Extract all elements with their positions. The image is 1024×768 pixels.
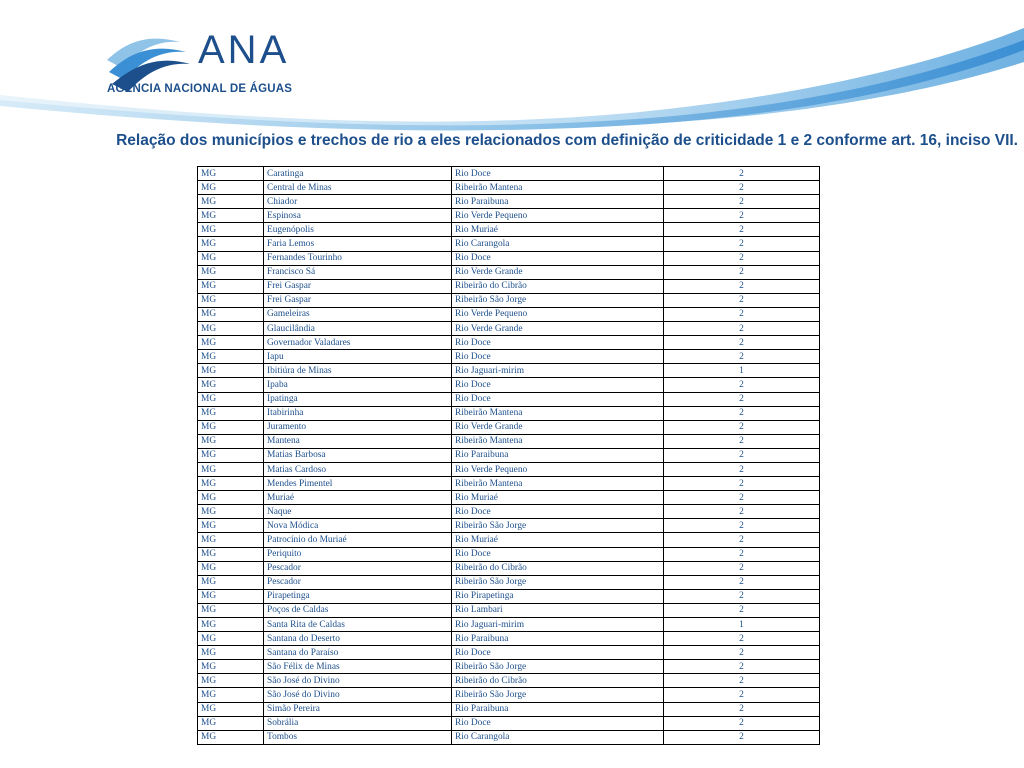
cell-rio: Rio Paraibuna xyxy=(452,195,664,209)
table-row xyxy=(198,237,820,251)
cell-criticidade: 2 xyxy=(664,477,820,491)
table-row xyxy=(198,632,820,646)
cell-criticidade: 2 xyxy=(664,702,820,716)
cell-criticidade: 1 xyxy=(664,364,820,378)
table-row xyxy=(198,660,820,674)
cell-uf: MG xyxy=(198,477,264,491)
table-row xyxy=(198,533,820,547)
table-row xyxy=(198,462,820,476)
cell-rio: Ribeirão São Jorge xyxy=(452,688,664,702)
cell-rio: Ribeirão São Jorge xyxy=(452,660,664,674)
cell-criticidade: 2 xyxy=(664,730,820,744)
cell-rio: Rio Doce xyxy=(452,378,664,392)
cell-municipio: Santa Rita de Caldas xyxy=(264,618,452,632)
cell-uf: MG xyxy=(198,307,264,321)
table-row xyxy=(198,575,820,589)
cell-rio: Rio Doce xyxy=(452,350,664,364)
cell-rio: Rio Verde Pequeno xyxy=(452,307,664,321)
cell-criticidade: 2 xyxy=(664,561,820,575)
logo-subtitle: AGÊNCIA NACIONAL DE ÁGUAS xyxy=(107,83,293,95)
cell-municipio: Naque xyxy=(264,505,452,519)
cell-rio: Ribeirão Mantena xyxy=(452,406,664,420)
cell-municipio: Muriaé xyxy=(264,491,452,505)
cell-uf: MG xyxy=(198,561,264,575)
table-row xyxy=(198,674,820,688)
cell-uf: MG xyxy=(198,519,264,533)
cell-rio: Ribeirão Mantena xyxy=(452,181,664,195)
cell-criticidade: 2 xyxy=(664,688,820,702)
cell-municipio: Mendes Pimentel xyxy=(264,477,452,491)
cell-municipio: Governador Valadares xyxy=(264,336,452,350)
cell-criticidade: 2 xyxy=(664,336,820,350)
cell-municipio: Frei Gaspar xyxy=(264,293,452,307)
cell-rio: Rio Lambari xyxy=(452,603,664,617)
table-row xyxy=(198,364,820,378)
cell-rio: Rio Verde Grande xyxy=(452,420,664,434)
cell-criticidade: 2 xyxy=(664,533,820,547)
cell-municipio: Ipaba xyxy=(264,378,452,392)
cell-criticidade: 2 xyxy=(664,448,820,462)
cell-rio: Rio Pirapetinga xyxy=(452,589,664,603)
cell-rio: Rio Paraibuna xyxy=(452,632,664,646)
cell-rio: Rio Doce xyxy=(452,716,664,730)
cell-criticidade: 2 xyxy=(664,350,820,364)
cell-uf: MG xyxy=(198,674,264,688)
cell-uf: MG xyxy=(198,462,264,476)
cell-rio: Rio Verde Pequeno xyxy=(452,462,664,476)
cell-rio: Rio Doce xyxy=(452,251,664,265)
cell-uf: MG xyxy=(198,265,264,279)
cell-uf: MG xyxy=(198,618,264,632)
cell-municipio: Central de Minas xyxy=(264,181,452,195)
table-row xyxy=(198,688,820,702)
table-row xyxy=(198,392,820,406)
cell-municipio: Glaucilândia xyxy=(264,322,452,336)
cell-criticidade: 2 xyxy=(664,462,820,476)
table-row xyxy=(198,434,820,448)
cell-uf: MG xyxy=(198,167,264,181)
cell-municipio: Faria Lemos xyxy=(264,237,452,251)
cell-rio: Ribeirão do Cibrão xyxy=(452,561,664,575)
cell-criticidade: 2 xyxy=(664,209,820,223)
table-row xyxy=(198,420,820,434)
cell-uf: MG xyxy=(198,223,264,237)
table-row xyxy=(198,223,820,237)
page-title: Relação dos municípios e trechos de rio a eles relacionados com definição de criticidade 1 e 2 conforme art. 16, inciso VII. xyxy=(116,132,1018,149)
cell-municipio: Fernandes Tourinho xyxy=(264,251,452,265)
cell-criticidade: 1 xyxy=(664,618,820,632)
table-row xyxy=(198,589,820,603)
cell-municipio: São Félix de Minas xyxy=(264,660,452,674)
table-row xyxy=(198,646,820,660)
cell-criticidade: 2 xyxy=(664,181,820,195)
table-row xyxy=(198,448,820,462)
cell-municipio: Patrocínio do Muriaé xyxy=(264,533,452,547)
cell-municipio: Iapu xyxy=(264,350,452,364)
cell-uf: MG xyxy=(198,505,264,519)
cell-municipio: Tombos xyxy=(264,730,452,744)
cell-municipio: Sobrália xyxy=(264,716,452,730)
cell-uf: MG xyxy=(198,448,264,462)
cell-criticidade: 2 xyxy=(664,237,820,251)
cell-uf: MG xyxy=(198,392,264,406)
cell-uf: MG xyxy=(198,716,264,730)
cell-uf: MG xyxy=(198,688,264,702)
cell-criticidade: 2 xyxy=(664,660,820,674)
table-row xyxy=(198,716,820,730)
cell-municipio: Espinosa xyxy=(264,209,452,223)
table-row xyxy=(198,293,820,307)
cell-municipio: Ibitiúra de Minas xyxy=(264,364,452,378)
cell-municipio: Santana do Deserto xyxy=(264,632,452,646)
cell-uf: MG xyxy=(198,322,264,336)
table-row xyxy=(198,195,820,209)
cell-rio: Ribeirão do Cibrão xyxy=(452,674,664,688)
cell-municipio: Matias Barbosa xyxy=(264,448,452,462)
cell-criticidade: 2 xyxy=(664,716,820,730)
cell-municipio: Poços de Caldas xyxy=(264,603,452,617)
cell-uf: MG xyxy=(198,491,264,505)
cell-criticidade: 2 xyxy=(664,575,820,589)
cell-rio: Rio Paraibuna xyxy=(452,702,664,716)
cell-rio: Rio Jaguari-mirim xyxy=(452,618,664,632)
cell-uf: MG xyxy=(198,293,264,307)
cell-rio: Rio Carangola xyxy=(452,730,664,744)
cell-uf: MG xyxy=(198,646,264,660)
cell-rio: Rio Muriaé xyxy=(452,491,664,505)
cell-criticidade: 2 xyxy=(664,195,820,209)
cell-criticidade: 2 xyxy=(664,322,820,336)
cell-uf: MG xyxy=(198,603,264,617)
cell-uf: MG xyxy=(198,575,264,589)
table-row xyxy=(198,378,820,392)
cell-uf: MG xyxy=(198,632,264,646)
table-row xyxy=(198,618,820,632)
cell-uf: MG xyxy=(198,195,264,209)
table-row xyxy=(198,477,820,491)
table-row xyxy=(198,547,820,561)
cell-criticidade: 2 xyxy=(664,392,820,406)
cell-criticidade: 2 xyxy=(664,293,820,307)
cell-rio: Rio Doce xyxy=(452,392,664,406)
cell-criticidade: 2 xyxy=(664,223,820,237)
table-row xyxy=(198,209,820,223)
cell-criticidade: 2 xyxy=(664,547,820,561)
cell-municipio: Pescador xyxy=(264,575,452,589)
cell-criticidade: 2 xyxy=(664,420,820,434)
table-row xyxy=(198,406,820,420)
cell-municipio: São José do Divino xyxy=(264,674,452,688)
cell-municipio: Periquito xyxy=(264,547,452,561)
cell-criticidade: 2 xyxy=(664,279,820,293)
cell-criticidade: 2 xyxy=(664,632,820,646)
cell-uf: MG xyxy=(198,533,264,547)
municipios-table xyxy=(197,166,820,745)
cell-municipio: Pescador xyxy=(264,561,452,575)
cell-rio: Ribeirão São Jorge xyxy=(452,293,664,307)
cell-municipio: Mantena xyxy=(264,434,452,448)
cell-rio: Rio Verde Grande xyxy=(452,322,664,336)
cell-uf: MG xyxy=(198,350,264,364)
cell-uf: MG xyxy=(198,364,264,378)
cell-rio: Ribeirão Mantena xyxy=(452,477,664,491)
cell-uf: MG xyxy=(198,420,264,434)
cell-criticidade: 2 xyxy=(664,646,820,660)
table-row xyxy=(198,561,820,575)
table-row xyxy=(198,322,820,336)
table-row xyxy=(198,491,820,505)
table-row xyxy=(198,603,820,617)
cell-municipio: Gameleiras xyxy=(264,307,452,321)
cell-municipio: Eugenópolis xyxy=(264,223,452,237)
cell-municipio: Simão Pereira xyxy=(264,702,452,716)
cell-criticidade: 2 xyxy=(664,167,820,181)
cell-criticidade: 2 xyxy=(664,406,820,420)
cell-rio: Rio Jaguari-mirim xyxy=(452,364,664,378)
table-row xyxy=(198,730,820,744)
header-wave-banner xyxy=(0,0,1024,135)
cell-municipio: São José do Divino xyxy=(264,688,452,702)
cell-uf: MG xyxy=(198,279,264,293)
table-row xyxy=(198,251,820,265)
cell-rio: Rio Doce xyxy=(452,547,664,561)
cell-municipio: Itabirinha xyxy=(264,406,452,420)
cell-criticidade: 2 xyxy=(664,505,820,519)
table-row xyxy=(198,336,820,350)
cell-criticidade: 2 xyxy=(664,307,820,321)
cell-criticidade: 2 xyxy=(664,491,820,505)
cell-rio: Rio Carangola xyxy=(452,237,664,251)
table-row xyxy=(198,279,820,293)
cell-municipio: Frei Gaspar xyxy=(264,279,452,293)
cell-criticidade: 2 xyxy=(664,589,820,603)
cell-rio: Ribeirão do Cibrão xyxy=(452,279,664,293)
table-row xyxy=(198,167,820,181)
cell-rio: Rio Doce xyxy=(452,336,664,350)
cell-criticidade: 2 xyxy=(664,674,820,688)
cell-uf: MG xyxy=(198,251,264,265)
cell-uf: MG xyxy=(198,547,264,561)
cell-uf: MG xyxy=(198,406,264,420)
cell-criticidade: 2 xyxy=(664,378,820,392)
cell-rio: Ribeirão São Jorge xyxy=(452,519,664,533)
table-row xyxy=(198,519,820,533)
cell-criticidade: 2 xyxy=(664,251,820,265)
cell-rio: Rio Muriaé xyxy=(452,223,664,237)
cell-uf: MG xyxy=(198,702,264,716)
cell-uf: MG xyxy=(198,209,264,223)
table-row xyxy=(198,307,820,321)
logo-name: ANA xyxy=(198,28,290,72)
table-body xyxy=(198,167,820,745)
cell-uf: MG xyxy=(198,589,264,603)
cell-rio: Rio Paraibuna xyxy=(452,448,664,462)
cell-rio: Ribeirão Mantena xyxy=(452,434,664,448)
cell-rio: Rio Verde Grande xyxy=(452,265,664,279)
cell-municipio: Caratinga xyxy=(264,167,452,181)
cell-municipio: Chiador xyxy=(264,195,452,209)
cell-municipio: Francisco Sá xyxy=(264,265,452,279)
cell-municipio: Matias Cardoso xyxy=(264,462,452,476)
cell-criticidade: 2 xyxy=(664,603,820,617)
cell-uf: MG xyxy=(198,237,264,251)
cell-municipio: Santana do Paraíso xyxy=(264,646,452,660)
cell-criticidade: 2 xyxy=(664,265,820,279)
table-row xyxy=(198,350,820,364)
table-row xyxy=(198,702,820,716)
cell-uf: MG xyxy=(198,434,264,448)
cell-criticidade: 2 xyxy=(664,519,820,533)
table-row xyxy=(198,265,820,279)
cell-rio: Rio Doce xyxy=(452,505,664,519)
cell-municipio: Pirapetinga xyxy=(264,589,452,603)
cell-municipio: Ipatinga xyxy=(264,392,452,406)
cell-rio: Rio Doce xyxy=(452,167,664,181)
cell-rio: Rio Verde Pequeno xyxy=(452,209,664,223)
cell-rio: Ribeirão São Jorge xyxy=(452,575,664,589)
cell-uf: MG xyxy=(198,336,264,350)
cell-municipio: Nova Módica xyxy=(264,519,452,533)
cell-municipio: Juramento xyxy=(264,420,452,434)
cell-uf: MG xyxy=(198,730,264,744)
table-row xyxy=(198,505,820,519)
cell-uf: MG xyxy=(198,660,264,674)
cell-criticidade: 2 xyxy=(664,434,820,448)
cell-rio: Rio Doce xyxy=(452,646,664,660)
cell-rio: Rio Muriaé xyxy=(452,533,664,547)
table-row xyxy=(198,181,820,195)
cell-uf: MG xyxy=(198,378,264,392)
cell-uf: MG xyxy=(198,181,264,195)
